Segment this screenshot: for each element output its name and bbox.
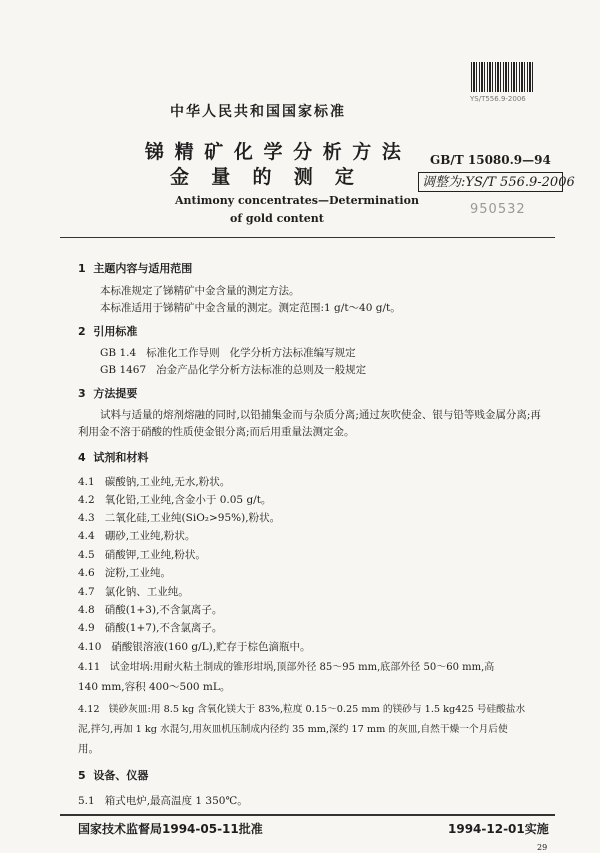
reagent-item: 4.6 淀粉,工业纯。 — [78, 567, 172, 579]
reagent-item-continued: 140 mm,容积 400～500 mL。 — [78, 681, 231, 693]
reagent-item: 4.4 硼砂,工业纯,粉状。 — [78, 530, 196, 542]
footer-divider — [60, 814, 555, 816]
equipment-item: 5.1 箱式电炉,最高温度 1 350℃。 — [78, 795, 248, 807]
section-3-text: 试料与适量的熔剂熔融的同时,以铅捕集金而与杂质分离;通过灰吹使金、银与铅等贱金属分离;再 — [100, 409, 541, 421]
standard-number: GB/T 15080.9—94 — [430, 153, 551, 167]
section-1-heading: 1 主题内容与适用范围 — [78, 262, 193, 275]
reference-gb-1467: GB 1467 冶金产品化学分析方法标准的总则及一般规定 — [100, 364, 367, 376]
title-line-1: 锑 精 矿 化 学 分 析 方 法 — [145, 141, 401, 163]
reagent-item-continued: 泥,拌匀,再加 1 kg 水混匀,用灰皿机压制成内径约 35 mm,深约 17 mm 的灰皿,自然干燥一个月后使 — [78, 724, 508, 735]
reagent-item: 4.7 氯化钠、工业纯。 — [78, 586, 189, 598]
section-4-heading: 4 试剂和材料 — [78, 451, 149, 464]
reagent-item: 4.5 硝酸钾,工业纯,粉状。 — [78, 549, 206, 561]
section-5-heading: 5 设备、仪器 — [78, 769, 149, 782]
barcode — [471, 62, 535, 92]
implementation-date: 1994-12-01实施 — [448, 822, 549, 836]
reagent-item: 4.10 硝酸银溶液(160 g/L),贮存于棕色滴瓶中。 — [78, 641, 311, 653]
reagent-item: 4.1 碳酸钠,工业纯,无水,粉状。 — [78, 476, 231, 488]
title-line-2: 金 量 的 测 定 — [170, 166, 357, 188]
reagent-item: 4.2 氧化铅,工业纯,含金小于 0.05 g/t。 — [78, 494, 272, 506]
section-1-text: 本标准规定了锑精矿中金含量的测定方法。 — [100, 285, 300, 297]
reagent-item: 4.9 硝酸(1+7),不含氯离子。 — [78, 622, 223, 634]
reagent-item: 4.3 二氧化硅,工业纯(SiO₂>95%),粉状。 — [78, 512, 281, 524]
reagent-item-continued: 用。 — [78, 743, 99, 755]
reagent-item: 4.12 镁砂灰皿:用 8.5 kg 含氧化镁大于 83%,粒度 0.15～0.25 mm 的镁砂与 1.5 kg425 号硅酸盐水 — [78, 704, 526, 715]
approval-date: 国家技术监督局1994-05-11批准 — [78, 822, 263, 836]
section-3-text: 利用金不溶于硝酸的性质使金银分离;而后用重量法测定金。 — [78, 426, 355, 438]
english-title-2: of gold content — [230, 212, 324, 225]
section-3-heading: 3 方法提要 — [78, 387, 138, 400]
reagent-item: 4.11 试金坩埚:用耐火粘土制成的锥形坩埚,顶部外径 85～95 mm,底部外径 50～60 mm,高 — [78, 662, 495, 673]
barcode-label: YS/T556.9-2006 — [470, 95, 526, 103]
national-standard-heading: 中华人民共和国国家标准 — [170, 104, 346, 120]
section-1-text: 本标准适用于锑精矿中金含量的测定。测定范围:1 g/t～40 g/t。 — [100, 302, 401, 314]
english-title-1: Antimony concentrates—Determination — [175, 194, 419, 207]
stamp-number: 950532 — [470, 202, 526, 217]
header-divider — [60, 237, 555, 238]
reference-gb-1-4: GB 1.4 标准化工作导则 化学分析方法标准编写规定 — [100, 347, 356, 359]
page-number: 29 — [537, 843, 548, 852]
reagent-item: 4.8 硝酸(1+3),不含氯离子。 — [78, 604, 223, 616]
section-2-heading: 2 引用标准 — [78, 325, 138, 338]
adjusted-to-stamp: 调整为:YS/T 556.9-2006 — [418, 172, 563, 192]
